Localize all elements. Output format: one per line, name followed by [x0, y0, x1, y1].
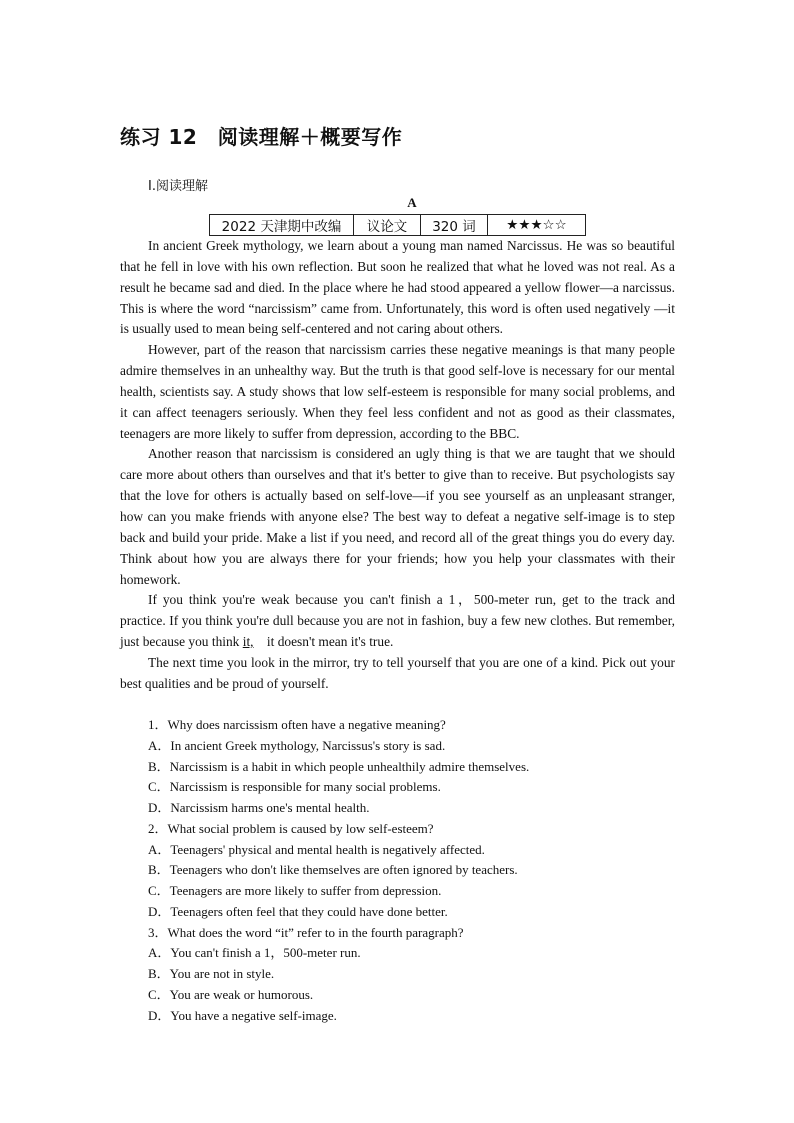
info-genre: 议论文: [354, 215, 421, 236]
article: [120, 236, 675, 695]
section-label: Ⅰ.阅读理解: [148, 179, 208, 194]
question-3-stem: 3．What does the word “it” refer to in the fourth paragraph?: [148, 924, 464, 940]
paragraph-3: Another reason that narcissism is considered an ugly thing is that we are taught that we should care more about others than ourselves and that it's better to give than to receive. But psychologists say that the love for others is actually based on self-love—if you see yourself as an unpleasant stranger, how can you make friends with anyone else? The best way to defeat a negative self-image is to step back and build your pride. Make a list if you need, and record all of the great things you do every day. Think about how you are always there for your friends; how you help your classmates with their homework.: [120, 446, 675, 587]
paragraph-2: However, part of the reason that narcissism carries these negative meanings is that many people admire themselves in an unhealthy way. But the truth is that good self-love is necessary for our mental health, scientists say. A study shows that low self-esteem is responsible for many social problems, and it can affect teenagers seriously. When they feel less confident and not as good as their classmates, teenagers are more likely to suffer from depression, according to the BBC.: [120, 342, 675, 441]
question-2-option-d: D．Teenagers often feel that they could have done better.: [148, 903, 448, 919]
question-3-option-b: B．You are not in style.: [148, 966, 275, 981]
question-2-option-b: B．Teenagers who don't like themselves are often ignored by teachers.: [148, 862, 518, 878]
question-3-option-a: A．You can't finish a 1，500-meter run.: [148, 945, 361, 961]
question-1-option-c: C．Narcissism is responsible for many social problems.: [148, 779, 441, 795]
page-title: 练习 12 阅读理解＋概要写作: [120, 125, 403, 149]
paragraph-1: In ancient Greek mythology, we learn about a young man named Narcissus. He was so beautiful that he fell in love with his own reflection. But soon he realized that what he loved was not real. As a result he became sad and died. In the place where he had stood appeared a yellow flower—a narcissus. This is where the word “narcissism” came from. Unfortunately, this word is often used negatively —it is usually used to mean being self-centered and not caring about others.: [120, 238, 675, 337]
question-1-stem: 1．Why does narcissism often have a negative meaning?: [148, 717, 446, 732]
question-2-option-a: A．Teenagers' physical and mental health is negatively affected.: [148, 841, 485, 857]
info-word-count: 320 词: [421, 215, 488, 236]
paragraph-4-text-start: If you think you're weak because you can't finish a 1，500-meter run, get to the track and practice. If you think you're dull because you are not in fashion, buy a few new clothes. But remember, just because you think: [120, 592, 675, 650]
info-difficulty: ★★★☆☆: [488, 215, 586, 236]
question-3-option-c: C．You are weak or humorous.: [148, 986, 314, 1002]
question-2-option-c: C．Teenagers are more likely to suffer from depression.: [148, 883, 442, 898]
question-2-stem: 2．What social problem is caused by low self-esteem?: [148, 820, 434, 836]
paragraph-5: The next time you look in the mirror, try to tell yourself that you are one of a kind. Pick out your best qualities and be proud of yourself.: [120, 654, 675, 691]
question-1-option-b: B．Narcissism is a habit in which people unhealthily admire themselves.: [148, 758, 530, 774]
questions: [148, 715, 678, 1026]
question-1-option-a: A．In ancient Greek mythology, Narcissus's story is sad.: [148, 737, 446, 753]
question-1-option-d: D．Narcissism harms one's mental health.: [148, 800, 370, 815]
paragraph-4-underlined-it: it,: [242, 634, 254, 650]
passage-info-table: [209, 214, 586, 236]
paragraph-4-text-end: it doesn't mean it's true.: [253, 634, 394, 650]
passage-label: A: [407, 195, 417, 210]
info-source: 2022 天津期中改编: [210, 215, 354, 236]
question-3-option-d: D．You have a negative self-image.: [148, 1007, 337, 1023]
paragraph-4: [120, 590, 675, 653]
